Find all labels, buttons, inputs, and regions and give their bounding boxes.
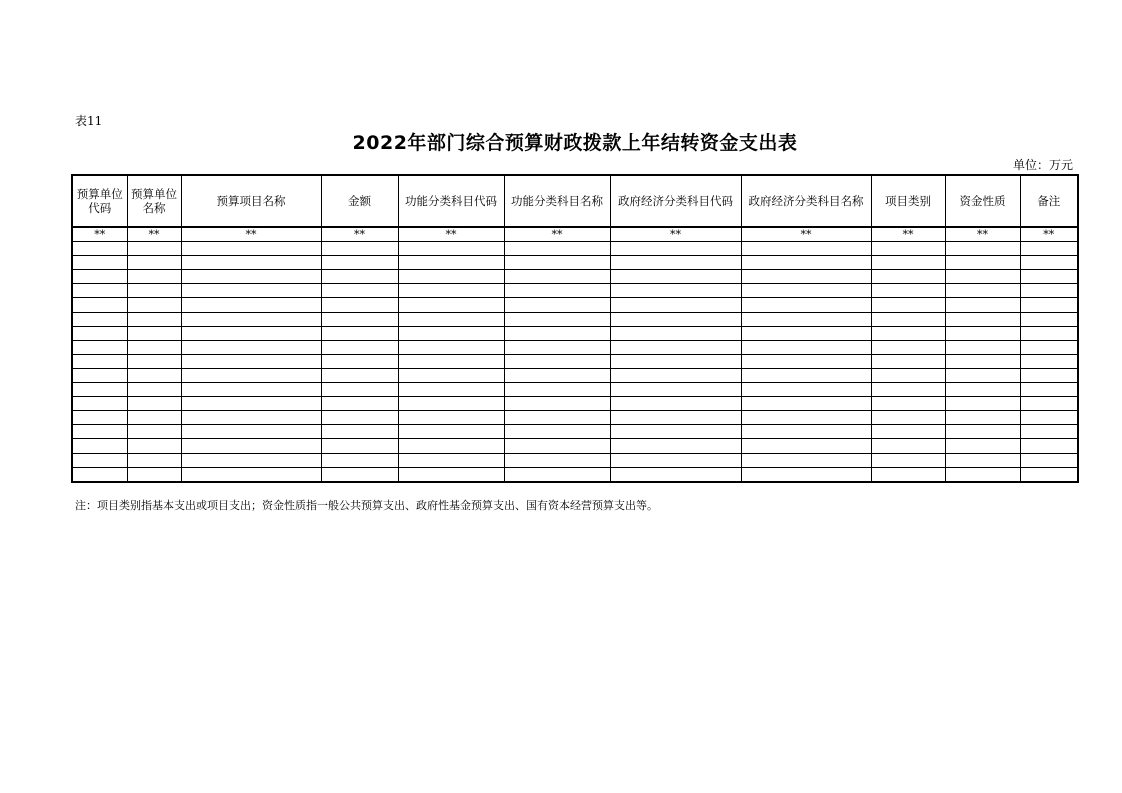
table-cell bbox=[1020, 298, 1078, 312]
table-cell bbox=[181, 467, 321, 482]
table-cell bbox=[610, 256, 741, 270]
table-cell bbox=[398, 425, 504, 439]
table-cell bbox=[181, 326, 321, 340]
table-cell bbox=[871, 397, 945, 411]
table-cell bbox=[127, 256, 181, 270]
table-row bbox=[72, 453, 1078, 467]
table-row bbox=[72, 256, 1078, 270]
table-cell bbox=[504, 425, 610, 439]
table-cell bbox=[72, 397, 127, 411]
table-cell bbox=[398, 368, 504, 382]
table-cell bbox=[72, 368, 127, 382]
table-cell bbox=[398, 383, 504, 397]
table-cell bbox=[741, 368, 871, 382]
table-cell bbox=[1020, 256, 1078, 270]
table-cell bbox=[321, 467, 398, 482]
table-cell bbox=[741, 242, 871, 256]
table-cell bbox=[181, 312, 321, 326]
table-cell bbox=[321, 242, 398, 256]
table-cell bbox=[945, 425, 1020, 439]
table-cell bbox=[871, 354, 945, 368]
table-cell bbox=[504, 312, 610, 326]
table-cell bbox=[398, 256, 504, 270]
table-cell bbox=[181, 453, 321, 467]
table-cell bbox=[1020, 340, 1078, 354]
table-cell bbox=[398, 242, 504, 256]
table-cell bbox=[127, 383, 181, 397]
table-cell bbox=[945, 298, 1020, 312]
table-cell bbox=[398, 354, 504, 368]
table-cell bbox=[181, 354, 321, 368]
table-cell bbox=[504, 256, 610, 270]
table-cell bbox=[945, 397, 1020, 411]
table-cell bbox=[945, 453, 1020, 467]
table-cell bbox=[127, 312, 181, 326]
table-cell bbox=[610, 439, 741, 453]
table-cell bbox=[1020, 425, 1078, 439]
table-cell bbox=[321, 368, 398, 382]
table-cell bbox=[741, 312, 871, 326]
table-cell bbox=[504, 340, 610, 354]
table-cell bbox=[1020, 439, 1078, 453]
table-cell bbox=[945, 467, 1020, 482]
table-cell bbox=[72, 354, 127, 368]
table-cell bbox=[321, 411, 398, 425]
table-row bbox=[72, 298, 1078, 312]
table-cell bbox=[72, 340, 127, 354]
table-cell bbox=[945, 340, 1020, 354]
header-cell: 预算单位 名称 bbox=[127, 175, 181, 227]
table-cell bbox=[504, 439, 610, 453]
table-cell bbox=[1020, 312, 1078, 326]
table-cell bbox=[181, 242, 321, 256]
table-cell bbox=[504, 284, 610, 298]
table-cell bbox=[321, 397, 398, 411]
table-cell bbox=[398, 411, 504, 425]
table-cell bbox=[127, 270, 181, 284]
header-cell: 金额 bbox=[321, 175, 398, 227]
budget-table bbox=[71, 174, 1079, 483]
table-cell bbox=[321, 256, 398, 270]
table-cell bbox=[610, 368, 741, 382]
table-cell: ** bbox=[741, 227, 871, 242]
table-row bbox=[72, 227, 1078, 242]
table-cell bbox=[321, 270, 398, 284]
table-cell bbox=[504, 270, 610, 284]
unit-label: 单位：万元 bbox=[1012, 158, 1073, 172]
table-cell bbox=[127, 439, 181, 453]
table-cell bbox=[72, 284, 127, 298]
table-row bbox=[72, 439, 1078, 453]
table-cell bbox=[321, 340, 398, 354]
table-cell: ** bbox=[871, 227, 945, 242]
table-cell bbox=[72, 326, 127, 340]
table-cell bbox=[321, 439, 398, 453]
table-cell bbox=[945, 411, 1020, 425]
table-cell bbox=[1020, 411, 1078, 425]
header-cell: 政府经济分类科目名称 bbox=[741, 175, 871, 227]
table-cell bbox=[610, 467, 741, 482]
table-cell bbox=[181, 340, 321, 354]
table-cell bbox=[398, 453, 504, 467]
table-cell bbox=[127, 354, 181, 368]
table-cell bbox=[127, 284, 181, 298]
header-cell: 预算单位 代码 bbox=[72, 175, 127, 227]
table-row bbox=[72, 411, 1078, 425]
table-cell bbox=[181, 368, 321, 382]
table-row bbox=[72, 425, 1078, 439]
table-cell bbox=[72, 383, 127, 397]
footnote: 注：项目类别指基本支出或项目支出；资金性质指一般公共预算支出、政府性基金预算支出、国有资本经营预算支出等。 bbox=[75, 499, 658, 512]
table-cell bbox=[72, 439, 127, 453]
table-cell bbox=[398, 312, 504, 326]
table-cell bbox=[398, 397, 504, 411]
table-cell bbox=[741, 411, 871, 425]
table-cell bbox=[181, 270, 321, 284]
table-cell: ** bbox=[398, 227, 504, 242]
table-cell bbox=[127, 368, 181, 382]
table-cell bbox=[72, 411, 127, 425]
table-row bbox=[72, 312, 1078, 326]
table-cell bbox=[610, 397, 741, 411]
table-cell bbox=[321, 284, 398, 298]
table-cell bbox=[321, 312, 398, 326]
table-cell: ** bbox=[127, 227, 181, 242]
table-cell bbox=[945, 256, 1020, 270]
table-cell bbox=[504, 397, 610, 411]
table-cell bbox=[127, 425, 181, 439]
table-cell bbox=[504, 383, 610, 397]
table-cell bbox=[741, 326, 871, 340]
table-row bbox=[72, 284, 1078, 298]
table-row bbox=[72, 270, 1078, 284]
table-cell bbox=[871, 425, 945, 439]
table-cell bbox=[181, 284, 321, 298]
table-cell bbox=[945, 439, 1020, 453]
table-cell: ** bbox=[321, 227, 398, 242]
table-cell bbox=[871, 242, 945, 256]
table-cell bbox=[127, 453, 181, 467]
table-cell bbox=[741, 397, 871, 411]
table-cell bbox=[945, 383, 1020, 397]
table-cell bbox=[871, 340, 945, 354]
table-cell bbox=[1020, 326, 1078, 340]
table-cell bbox=[321, 298, 398, 312]
table-cell bbox=[504, 326, 610, 340]
table-cell bbox=[871, 312, 945, 326]
table-cell bbox=[127, 340, 181, 354]
table-cell bbox=[1020, 453, 1078, 467]
table-cell bbox=[504, 467, 610, 482]
table-cell bbox=[398, 467, 504, 482]
table-cell bbox=[741, 383, 871, 397]
table-cell bbox=[610, 354, 741, 368]
header-cell: 预算项目名称 bbox=[181, 175, 321, 227]
table-cell bbox=[181, 256, 321, 270]
table-cell bbox=[1020, 242, 1078, 256]
table-cell bbox=[504, 354, 610, 368]
header-cell: 功能分类科目代码 bbox=[398, 175, 504, 227]
table-cell bbox=[871, 439, 945, 453]
table-cell bbox=[945, 284, 1020, 298]
header-cell: 备注 bbox=[1020, 175, 1078, 227]
table-row bbox=[72, 397, 1078, 411]
table-cell bbox=[741, 270, 871, 284]
table-cell bbox=[398, 298, 504, 312]
table-cell bbox=[1020, 270, 1078, 284]
table-cell bbox=[181, 397, 321, 411]
table-cell bbox=[741, 298, 871, 312]
table-row bbox=[72, 354, 1078, 368]
table-cell bbox=[127, 467, 181, 482]
table-cell bbox=[871, 326, 945, 340]
table-cell bbox=[1020, 354, 1078, 368]
table-cell bbox=[127, 397, 181, 411]
table-cell bbox=[127, 298, 181, 312]
table-cell bbox=[871, 467, 945, 482]
table-cell bbox=[610, 242, 741, 256]
table-cell bbox=[871, 284, 945, 298]
table-cell bbox=[72, 467, 127, 482]
table-cell bbox=[610, 453, 741, 467]
table-row bbox=[72, 340, 1078, 354]
table-body bbox=[72, 227, 1078, 482]
table-row bbox=[72, 368, 1078, 382]
table-cell bbox=[321, 425, 398, 439]
table-cell bbox=[610, 411, 741, 425]
table-cell bbox=[398, 270, 504, 284]
header-cell: 项目类别 bbox=[871, 175, 945, 227]
table-cell bbox=[610, 326, 741, 340]
table-cell bbox=[72, 312, 127, 326]
table-cell bbox=[504, 368, 610, 382]
table-cell bbox=[72, 425, 127, 439]
table-cell bbox=[741, 284, 871, 298]
table-cell bbox=[945, 354, 1020, 368]
table-cell bbox=[1020, 397, 1078, 411]
table-cell bbox=[610, 298, 741, 312]
table-cell bbox=[741, 256, 871, 270]
table-cell bbox=[181, 298, 321, 312]
table-cell bbox=[871, 383, 945, 397]
table-row bbox=[72, 467, 1078, 482]
table-cell bbox=[741, 439, 871, 453]
table-cell bbox=[181, 411, 321, 425]
table-cell bbox=[504, 242, 610, 256]
table-cell: ** bbox=[181, 227, 321, 242]
table-cell bbox=[398, 326, 504, 340]
table-cell bbox=[398, 284, 504, 298]
table-cell bbox=[945, 270, 1020, 284]
table-cell bbox=[181, 383, 321, 397]
table-row bbox=[72, 383, 1078, 397]
table-cell bbox=[741, 340, 871, 354]
header-cell: 功能分类科目名称 bbox=[504, 175, 610, 227]
document-title: 2022年部门综合预算财政拨款上年结转资金支出表 bbox=[352, 132, 798, 154]
table-cell bbox=[741, 354, 871, 368]
table-cell bbox=[127, 242, 181, 256]
table-cell bbox=[321, 354, 398, 368]
table-cell bbox=[871, 256, 945, 270]
table-cell bbox=[504, 411, 610, 425]
table-cell bbox=[321, 383, 398, 397]
table-cell bbox=[871, 298, 945, 312]
table-cell bbox=[871, 270, 945, 284]
table-cell: ** bbox=[72, 227, 127, 242]
table-cell bbox=[741, 453, 871, 467]
table-cell bbox=[181, 425, 321, 439]
table-cell bbox=[945, 242, 1020, 256]
table-cell bbox=[127, 326, 181, 340]
table-cell bbox=[1020, 383, 1078, 397]
table-cell bbox=[321, 326, 398, 340]
table-cell bbox=[741, 467, 871, 482]
table-cell bbox=[72, 453, 127, 467]
table-cell bbox=[945, 312, 1020, 326]
table-cell bbox=[1020, 368, 1078, 382]
table-cell bbox=[610, 312, 741, 326]
table-cell bbox=[871, 368, 945, 382]
table-cell bbox=[871, 411, 945, 425]
table-cell bbox=[610, 270, 741, 284]
table-cell: ** bbox=[504, 227, 610, 242]
table-cell bbox=[945, 368, 1020, 382]
table-cell bbox=[610, 284, 741, 298]
table-cell bbox=[1020, 284, 1078, 298]
table-cell: ** bbox=[1020, 227, 1078, 242]
header-cell: 政府经济分类科目代码 bbox=[610, 175, 741, 227]
table-cell bbox=[610, 340, 741, 354]
table-row bbox=[72, 242, 1078, 256]
header-cell: 资金性质 bbox=[945, 175, 1020, 227]
table-row bbox=[72, 326, 1078, 340]
table-cell bbox=[72, 298, 127, 312]
table-cell bbox=[72, 270, 127, 284]
table-cell bbox=[610, 425, 741, 439]
table-cell bbox=[741, 425, 871, 439]
table-cell bbox=[72, 256, 127, 270]
table-header-row bbox=[72, 175, 1078, 227]
table-cell bbox=[127, 411, 181, 425]
table-cell bbox=[321, 453, 398, 467]
table-cell bbox=[504, 298, 610, 312]
table-cell: ** bbox=[610, 227, 741, 242]
table-number: 表11 bbox=[75, 114, 103, 128]
table-cell bbox=[610, 383, 741, 397]
table-cell bbox=[398, 439, 504, 453]
table-cell bbox=[181, 439, 321, 453]
table-cell bbox=[1020, 467, 1078, 482]
table-cell: ** bbox=[945, 227, 1020, 242]
table-cell bbox=[504, 453, 610, 467]
table-cell bbox=[871, 453, 945, 467]
table-cell bbox=[72, 242, 127, 256]
table-cell bbox=[945, 326, 1020, 340]
table-cell bbox=[398, 340, 504, 354]
